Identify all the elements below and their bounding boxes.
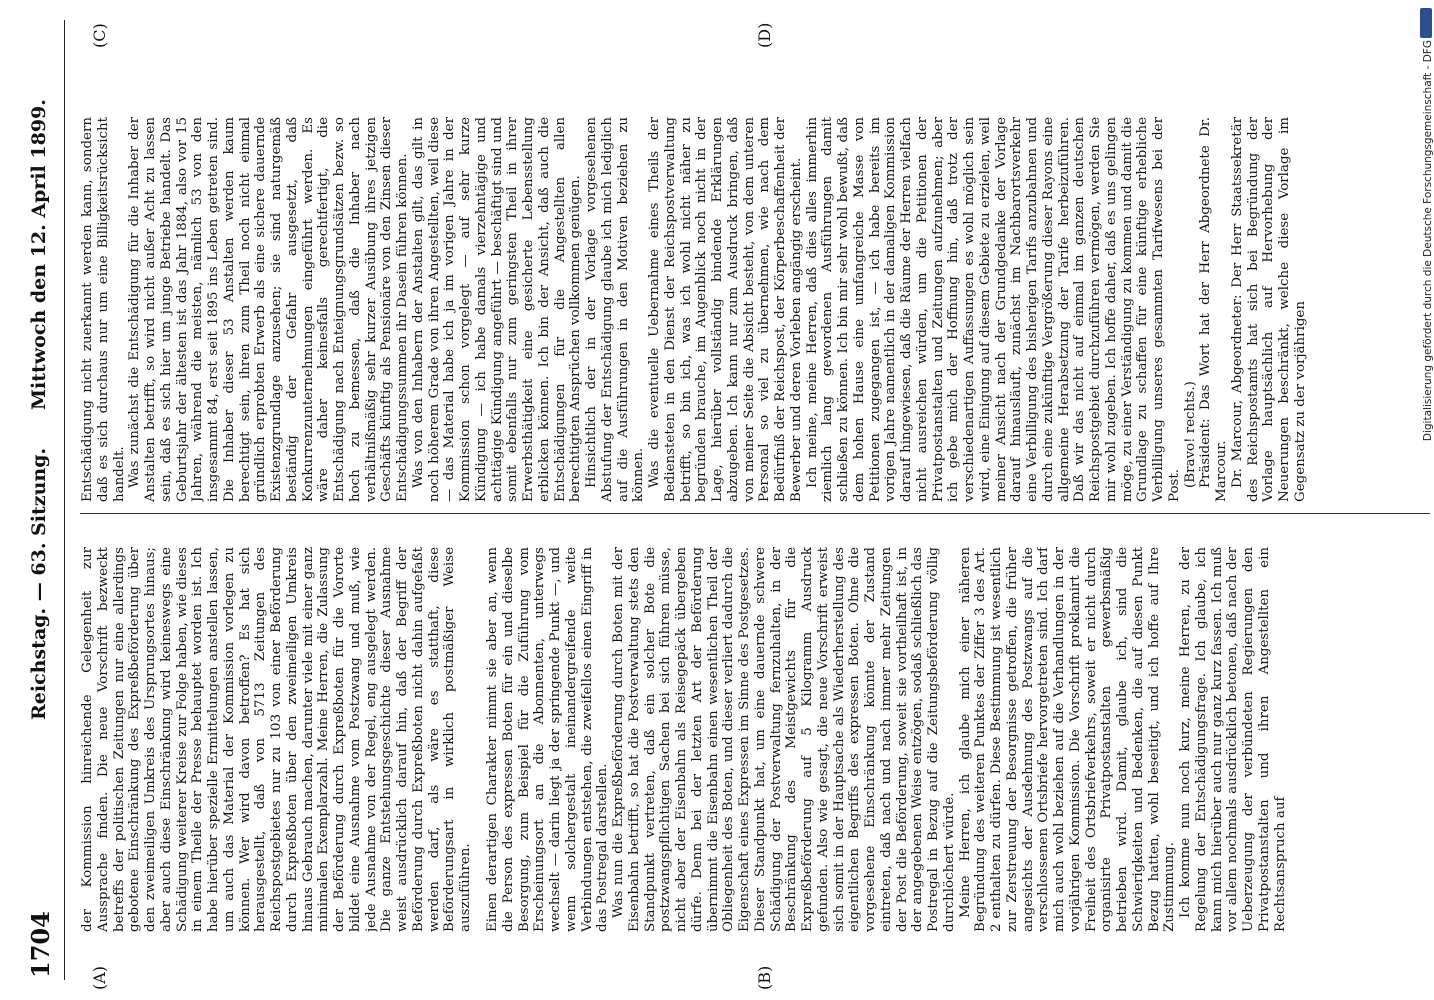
- text-column-left-bottom: [485, 547, 1429, 932]
- paragraph: Was nun die Expreßbeförderung durch Boten mit der Eisenbahn betrifft, so hat die Postverwaltung stets den Standpunkt vertreten, daß ein solcher Bote die postzwangspflichtigen Sachen bei sich führen müsse, nicht aber der Eisenbahn als Reisegepäck übergeben dürfe. Denn bei der letzten Art der Beförderung übernimmt die Eisenbahn einen wesentlichen Theil der Obliegenheit des Boten, und dieser verliert dadurch die Eigenschaft eines Expressen im Sinne des Postgesetzes. Dieser Standpunkt hat, um eine dauernde schwere Schädigung der Postverwaltung fernzuhalten, in der Beschränkung des Meistgewichts für die Expreßbeförderung auf 5 Kilogramm Ausdruck gefunden. Also wie gesagt, die neue Vorschrift erweist sich somit in der Hauptsache als Wiederherstellung des eigentlichen Begriffs des expressen Boten. Ohne die vorgesehene Einschränkung könnte der Zustand eintreten, daß nach und nach immer mehr Zeitungen der Post die Beförderung, soweit sie vortheilhaft ist, in der angegebenen Weise entzögen, sodaß schließlich das Postregal in Bezug auf die Zeitungsbeförderung völlig durchlöchert würde.: [611, 547, 957, 932]
- side-note-wrap: [1422, 40, 1434, 441]
- margin-letter-a: (A): [90, 965, 109, 990]
- paragraph: Einen derartigen Charakter nimmt sie aber an, wenn die Person des expressen Boten für ein und dieselbe Besorgung, zum Beispiel für die Zuführung vom Erscheinungsort an die Abonnenten, unterwegs wechselt — darin liegt ja der springende Punkt —, und wenn solchergestalt ineinandergreifende weite Verbindungen entstehen, die zweifellos einen Eingriff in das Postregal darstellen.: [485, 547, 611, 932]
- text-column-left-top: [80, 547, 485, 932]
- text-column-right: [80, 117, 1430, 502]
- margin-letter-d: (D): [755, 22, 774, 48]
- margin-letter-c: (C): [90, 23, 109, 48]
- paragraph: Was von den Inhabern der Anstalten gilt, das gilt in noch höherem Grade von ihren Angestellten, weil diese — das Material habe ich ja im vorigen Jahre in der Kommission schon vorgelegt — auf sehr kurze Kündigung — ich habe damals vierzehntägige und achttägige Kündigung angeführt — beschäftigt sind und somit ebenfalls nur zum geringsten Theil in ihrer Erwerbsthätigkeit eine gesicherte Lebensstellung erblicken können. Ich bin der Ansicht, daß auch die Entschädigungen für die Angestellten allen berechtigten Ansprüchen vollkommen genügen.: [410, 117, 584, 502]
- paragraph: Präsident: Das Wort hat der Herr Abgeordnete Dr. Marcour.: [1198, 117, 1229, 502]
- session-title: Reichstag. — 63. Sitzung.: [28, 447, 50, 720]
- paragraph: Ich meine, meine Herren, daß dies alles immerhin ziemlich lang gewordenen Ausführungen damit schließen zu können. Ich bin mir sehr wohl bewußt, daß dem hohen Hause eine umfangreiche Masse von Petitionen zugegangen ist, — ich habe bereits im vorigen Jahre namentlich in der damaligen Kommission darauf hingewiesen, daß die Räume der Herren vielfach nicht ausreichen würden, um die Petitionen der Privatpostanstalten und Zeitungen aufzunehmen; aber ich gebe mich der Hoffnung hin, daß trotz der verschiedenartigen Auffassungen es wohl möglich sein wird, eine Einigung auf diesem Gebiete zu erzielen, weil meiner Ansicht nach der Grundgedanke der Vorlage darauf hinausläuft, zunächst im Nachbarortsverkehr eine Verbilligung des bisherigen Tarifs anzubahnen und durch eine zukünftige Vergrößerung dieser Rayons eine allgemeine Herabsetzung der Tarife herbeizuführen. Daß wir das nicht auf einmal im ganzen deutschen Reichspostgebiet durchzuführen vermögen, werden Sie mir wohl zugeben. Ich hoffe daher, daß es uns gelingen möge, zu einer Verständigung zu kommen und damit die Grundlage zu schaffen für eine künftige erhebliche Verbilligung unseres gesammten Tarifwesens bei der Post.: [804, 117, 1182, 502]
- column-separator: [80, 513, 1430, 514]
- paragraph: Dr. Marcour, Abgeordneter: Der Herr Staatssekretär des Reichspostamts hat sich bei Begründung der Vorlage hauptsächlich auf Hervorhebung der Neuerungen beschränkt, welche diese Vorlage im Gegensatz zu der vorjährigen: [1229, 117, 1308, 502]
- paragraph: Meine Herren, ich glaube mich einer näheren Begründung des weiteren Punktes der Ziffer 3 des Art. 2 enthalten zu dürfen. Diese Bestimmung ist wesentlich zur Zerstreuung der Besorgnisse getroffen, die früher angesichts der Ausdehnung des Postzwangs auf die verschlossenen Ortsbriefe hervorgetreten sind. Ich darf mich auch wohl beziehen auf die Verhandlungen in der vorjährigen Kommission. Die Vorschrift proklamirt die Freiheit des Ortsbriefverkehrs, soweit er nicht durch organisirte Privatpostanstalten gewerbsmäßig betrieben wird. Damit, glaube ich, sind die Schwierigkeiten und Bedenken, die auf diesen Punkt Bezug hatten, wohl beseitigt, und ich hoffe auf Ihre Zustimmung.: [957, 547, 1178, 932]
- paragraph: Hinsichtlich der in der Vorlage vorgesehenen Abstufung der Entschädigung glaube ich mich lediglich auf die Ausführungen in den Motiven beziehen zu können.: [584, 117, 647, 502]
- page-header: [14, 20, 65, 980]
- paragraph: (Bravo! rechts.): [1182, 381, 1198, 488]
- paragraph: Was die eventuelle Uebernahme eines Theils der Bediensteten in den Dienst der Reichspostverwaltung betrifft, so bin ich, was ich wohl nicht näher zu begründen brauche, im Augenblick noch nicht in der Lage, hierüber vollständig bindende Erklärungen abzugeben. Ich kann nur zum Ausdruck bringen, daß von meiner Seite die Absicht besteht, von dem unteren Personal so viel zu übernehmen, wie nach dem Bedürfniß der Reichspost, der Körperbeschaffenheit der Bewerber und deren Vorleben angängig erscheint.: [647, 117, 804, 502]
- digitization-note: Digitalisierung gefördert durch die Deutsche Forschungsgemeinschaft - DFG: [1422, 40, 1434, 442]
- dfg-logo-icon: [1420, 8, 1432, 38]
- paragraph: der Kommission hinreichende Gelegenheit zur Aussprache finden. Die neue Vorschrift bezweckt betreffs der politischen Zeitungen nur eine allerdings gebotene Einschränkung des Expreßbeförderung über den zweimeiligen Umkreis des Ursprungsortes hinaus; aber auch diese Einschränkung wird keineswegs eine Schädigung weiterer Kreise zur Folge haben, wie dieses in einem Theile der Presse behauptet worden ist. Ich habe hierüber spezielle Ermittelungen anstellen lassen, um auch das Material der Kommission vorlegen zu können. Wer wird davon betroffen? Es hat sich herausgestellt, daß von 5713 Zeitungen des Reichspostgebietes nur zu 103 von einer Beförderung durch Expreßboten über den zweimeiligen Umkreis hinaus Gebrauch machen, darunter viele mit einer ganz minimalen Exemplarzahl. Meine Herren, die Zulassung der Beförderung durch Expreßboten für die Vororte bildet eine Ausnahme vom Postzwang und muß, wie jede Ausnahme von der Regel, eng ausgelegt werden. Die ganze Entstehungsgeschichte dieser Ausnahme weist ausdrücklich darauf hin, daß der Begriff der Beförderung durch Expreßboten nicht dahin aufgefaßt werden darf, als wäre es statthaft, diese Beförderungsart in wirklich postmäßiger Weise auszuführen.: [80, 547, 473, 932]
- paragraph: Was zunächst die Entschädigung für die Inhaber der Anstalten betrifft, so wird nicht außer Acht zu lassen sein, daß es sich hier um junge Betriebe handelt. Das Geburtsjahr der ältesten ist das Jahr 1884, also vor 15 Jahren, während die meisten, nämlich 53 von den insgesammt 84, erst seit 1895 ins Leben getreten sind. Die Inhaber dieser 53 Anstalten werden kaum berechtigt sein, ihren zum Theil noch nicht einmal gründlich erprobten Erwerb als eine sichere dauernde Existenzgrundlage anzusehen; sie sind naturgemäß beständig der Gefahr ausgesetzt, daß Konkurrenzunternehmungen eingeführt werden. Es wäre daher keinesfalls gerechtfertigt, die Entschädigung nach Enteignungsgrundsätzen bezw. so hoch zu bemessen, daß die Inhaber nach verhältnißmäßig sehr kurzer Ausübung ihres jetzigen Geschäfts künftig als Pensionäre von den Zinsen dieser Entschädigungssummen ihr Dasein führen können.: [127, 117, 410, 502]
- session-date: Mittwoch den 12. April 1899.: [28, 99, 50, 410]
- paragraph: Ich komme nun noch kurz, meine Herren, zu der Regelung der Entschädigungsfrage. Ich glaube, ich kann mich hierüber auch nur ganz kurz fassen. Ich muß vor allem nochmals ausdrücklich betonen, daß nach der Ueberzeugung der verbündeten Regierungen den Privatpostanstalten und ihren Angestellten ein Rechtsanspruch auf: [1178, 547, 1288, 932]
- page-number: 1704: [26, 911, 55, 978]
- paragraph: Entschädigung nicht zuerkannt werden kann, sondern daß es sich durchaus nur um eine Billigkeitsrücksicht handelt.: [80, 117, 127, 502]
- margin-letter-b: (B): [755, 965, 774, 990]
